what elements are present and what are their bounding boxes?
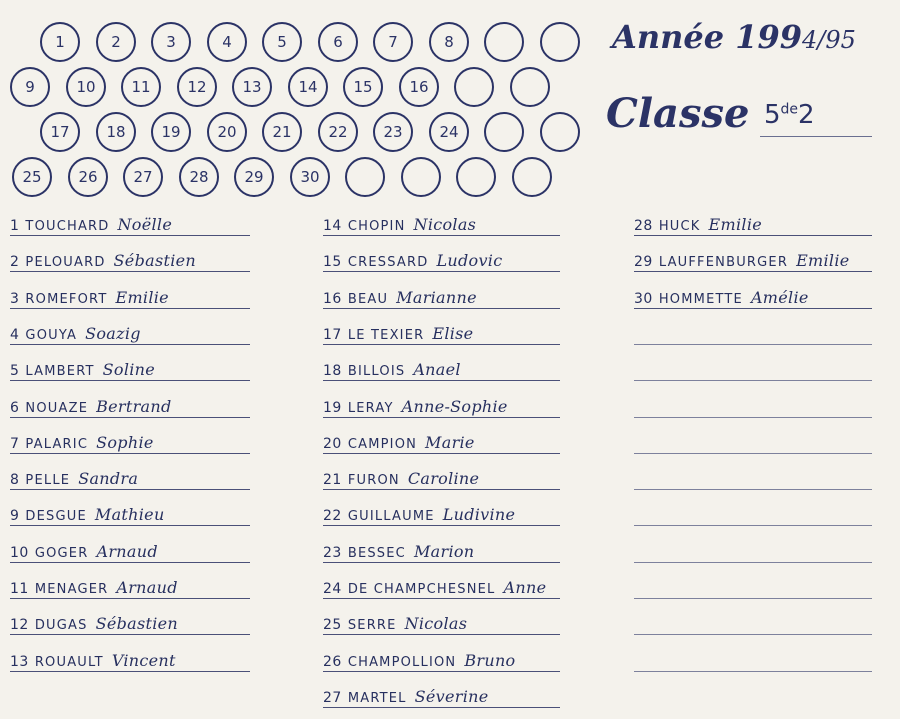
student-number: 7: [10, 436, 20, 452]
student-first-name: Nicolas: [413, 215, 477, 234]
student-last-name: LE TEXIER: [347, 328, 425, 343]
student-last-name: MARTEL: [347, 691, 407, 706]
student-row: [10, 607, 250, 635]
student-last-name: BESSEC: [347, 546, 406, 561]
student-last-name: GOUYA: [25, 328, 78, 343]
student-first-name: Caroline: [407, 469, 480, 488]
seat-circle: 28: [179, 157, 219, 197]
student-last-name: DE CHAMPCHESNEL: [347, 582, 496, 597]
student-first-name: Emilie: [796, 251, 850, 270]
student-row: [10, 244, 250, 272]
student-first-name: Arnaud: [116, 578, 178, 597]
blank-roster-line: [634, 571, 872, 599]
student-last-name: FURON: [347, 473, 400, 488]
student-first-name: Mathieu: [94, 505, 165, 524]
student-number: 27: [323, 690, 342, 706]
blank-roster-line: [634, 607, 872, 635]
student-first-name: Sébastien: [95, 614, 179, 633]
student-first-name: Bruno: [464, 651, 516, 670]
seat-circle: 18: [96, 112, 136, 152]
student-number: 17: [323, 327, 342, 343]
student-number: 16: [323, 291, 342, 307]
student-first-name: Séverine: [414, 687, 489, 706]
class-underline: [760, 136, 872, 137]
student-number: 5: [10, 363, 20, 379]
seat-circle: 27: [123, 157, 163, 197]
student-number: 12: [10, 617, 29, 633]
seat-circle: 1: [40, 22, 80, 62]
student-last-name: PELLE: [25, 473, 71, 488]
blank-roster-line: [634, 317, 872, 345]
student-row: [323, 462, 560, 490]
blank-roster-line: [634, 498, 872, 526]
seat-circle: 8: [429, 22, 469, 62]
student-number: 30: [634, 291, 653, 307]
student-row: [634, 244, 872, 272]
student-last-name: GUILLAUME: [347, 509, 435, 524]
student-number: 22: [323, 508, 342, 524]
student-row: [323, 317, 560, 345]
student-row: [323, 498, 560, 526]
student-row: [10, 644, 250, 672]
student-last-name: CAMPION: [347, 437, 418, 452]
blank-roster-line: [634, 535, 872, 563]
class-value: [764, 100, 815, 130]
student-first-name: Emilie: [708, 215, 763, 234]
seat-number-circles: [0, 0, 600, 210]
student-last-name: HUCK: [658, 219, 701, 234]
student-last-name: DUGAS: [34, 618, 88, 633]
student-last-name: DESGUE: [25, 509, 87, 524]
student-number: 23: [323, 545, 342, 561]
student-last-name: GOGER: [34, 546, 89, 561]
student-number: 4: [10, 327, 20, 343]
student-first-name: Sophie: [96, 433, 154, 452]
seat-circle: 22: [318, 112, 358, 152]
student-number: 20: [323, 436, 342, 452]
student-number: 10: [10, 545, 29, 561]
seat-circle: 30: [290, 157, 330, 197]
seat-circle: 4: [207, 22, 247, 62]
student-row: [323, 426, 560, 454]
student-first-name: Marie: [425, 433, 475, 452]
student-last-name: TOUCHARD: [25, 219, 110, 234]
seat-circle: 24: [429, 112, 469, 152]
student-row: [323, 535, 560, 563]
student-first-name: Sandra: [78, 469, 139, 488]
student-number: 8: [10, 472, 20, 488]
student-first-name: Emilie: [115, 288, 169, 307]
seat-circle: [512, 157, 552, 197]
student-number: 9: [10, 508, 20, 524]
blank-roster-line: [634, 462, 872, 490]
student-last-name: LAUFFENBURGER: [658, 255, 789, 270]
student-last-name: CRESSARD: [347, 255, 429, 270]
seat-circle: [510, 67, 550, 107]
year-heading: [612, 18, 856, 56]
student-first-name: Anael: [413, 360, 461, 379]
student-first-name: Bertrand: [96, 397, 172, 416]
student-row: [323, 571, 560, 599]
student-row: [634, 281, 872, 309]
seat-circle: 16: [399, 67, 439, 107]
student-row: [10, 317, 250, 345]
seat-circle: [484, 22, 524, 62]
seat-circle: 12: [177, 67, 217, 107]
student-row: [323, 680, 560, 708]
student-row: [323, 353, 560, 381]
class-number-prefix: 5: [764, 100, 781, 130]
seat-circle: 10: [66, 67, 106, 107]
student-first-name: Elise: [432, 324, 474, 343]
student-number: 3: [10, 291, 20, 307]
student-first-name: Ludivine: [442, 505, 516, 524]
student-row: [10, 353, 250, 381]
seat-circle: [454, 67, 494, 107]
student-number: 19: [323, 400, 342, 416]
blank-roster-line: [634, 426, 872, 454]
seat-circle: 3: [151, 22, 191, 62]
student-last-name: CHAMPOLLION: [347, 655, 457, 670]
student-first-name: Marion: [413, 542, 475, 561]
student-number: 6: [10, 400, 20, 416]
student-number: 2: [10, 254, 20, 270]
student-last-name: BILLOIS: [347, 364, 406, 379]
student-first-name: Anne: [503, 578, 547, 597]
student-row: [323, 390, 560, 418]
student-number: 1: [10, 218, 20, 234]
student-last-name: PALARIC: [25, 437, 89, 452]
student-first-name: Amélie: [750, 288, 809, 307]
seat-circle: 21: [262, 112, 302, 152]
seat-circle: 14: [288, 67, 328, 107]
year-correction: 4/95: [802, 26, 856, 54]
student-last-name: LAMBERT: [25, 364, 95, 379]
student-number: 11: [10, 581, 29, 597]
student-last-name: ROMEFORT: [25, 292, 108, 307]
student-first-name: Ludovic: [436, 251, 503, 270]
student-last-name: BEAU: [347, 292, 389, 307]
student-first-name: Marianne: [396, 288, 477, 307]
student-last-name: SERRE: [347, 618, 397, 633]
seat-circle: [540, 112, 580, 152]
student-row: [10, 208, 250, 236]
seat-circle: 7: [373, 22, 413, 62]
student-row: [323, 644, 560, 672]
seat-circle: 13: [232, 67, 272, 107]
seat-circle: 20: [207, 112, 247, 152]
seat-circle: 11: [121, 67, 161, 107]
class-number-suffix: 2: [798, 100, 815, 130]
seat-circle: [456, 157, 496, 197]
student-first-name: Arnaud: [96, 542, 158, 561]
student-number: 24: [323, 581, 342, 597]
student-first-name: Noëlle: [117, 215, 173, 234]
student-row: [323, 244, 560, 272]
student-last-name: ROUAULT: [34, 655, 104, 670]
seat-circle: 26: [68, 157, 108, 197]
student-row: [10, 535, 250, 563]
student-row: [323, 607, 560, 635]
student-row: [323, 281, 560, 309]
student-row: [10, 498, 250, 526]
seat-circle: 5: [262, 22, 302, 62]
seat-circle: [540, 22, 580, 62]
student-number: 15: [323, 254, 342, 270]
student-row: [10, 462, 250, 490]
seat-circle: 9: [10, 67, 50, 107]
seat-circle: 15: [343, 67, 383, 107]
student-row: [10, 571, 250, 599]
blank-roster-line: [634, 390, 872, 418]
student-first-name: Sébastien: [113, 251, 196, 270]
blank-roster-line: [634, 353, 872, 381]
blank-roster-line: [634, 644, 872, 672]
year-label: Année: [612, 18, 725, 56]
student-number: 14: [323, 218, 342, 234]
student-number: 21: [323, 472, 342, 488]
seat-circle: 6: [318, 22, 358, 62]
student-number: 18: [323, 363, 342, 379]
student-first-name: Soazig: [85, 324, 141, 343]
student-number: 25: [323, 617, 342, 633]
seat-circle: 23: [373, 112, 413, 152]
student-last-name: CHOPIN: [347, 219, 406, 234]
seat-circle: 25: [12, 157, 52, 197]
student-first-name: Nicolas: [404, 614, 468, 633]
student-number: 26: [323, 654, 342, 670]
student-last-name: LERAY: [347, 401, 394, 416]
class-label: Classe: [606, 90, 750, 137]
student-row: [10, 281, 250, 309]
student-row: [10, 426, 250, 454]
seat-circle: 29: [234, 157, 274, 197]
student-number: 28: [634, 218, 653, 234]
year-value: 199: [735, 18, 803, 56]
student-last-name: PELOUARD: [25, 255, 106, 270]
seat-circle: [484, 112, 524, 152]
student-row: [634, 208, 872, 236]
student-number: 13: [10, 654, 29, 670]
seat-circle: [345, 157, 385, 197]
student-row: [10, 390, 250, 418]
student-row: [323, 208, 560, 236]
student-number: 29: [634, 254, 653, 270]
seat-circle: 19: [151, 112, 191, 152]
seat-circle: 17: [40, 112, 80, 152]
class-sup: de: [780, 101, 799, 118]
seat-circle: [401, 157, 441, 197]
student-first-name: Soline: [102, 360, 156, 379]
student-last-name: MENAGER: [34, 582, 109, 597]
student-first-name: Anne-Sophie: [401, 397, 508, 416]
student-last-name: NOUAZE: [25, 401, 89, 416]
student-first-name: Vincent: [111, 651, 176, 670]
seat-circle: 2: [96, 22, 136, 62]
student-last-name: HOMMETTE: [658, 292, 743, 307]
